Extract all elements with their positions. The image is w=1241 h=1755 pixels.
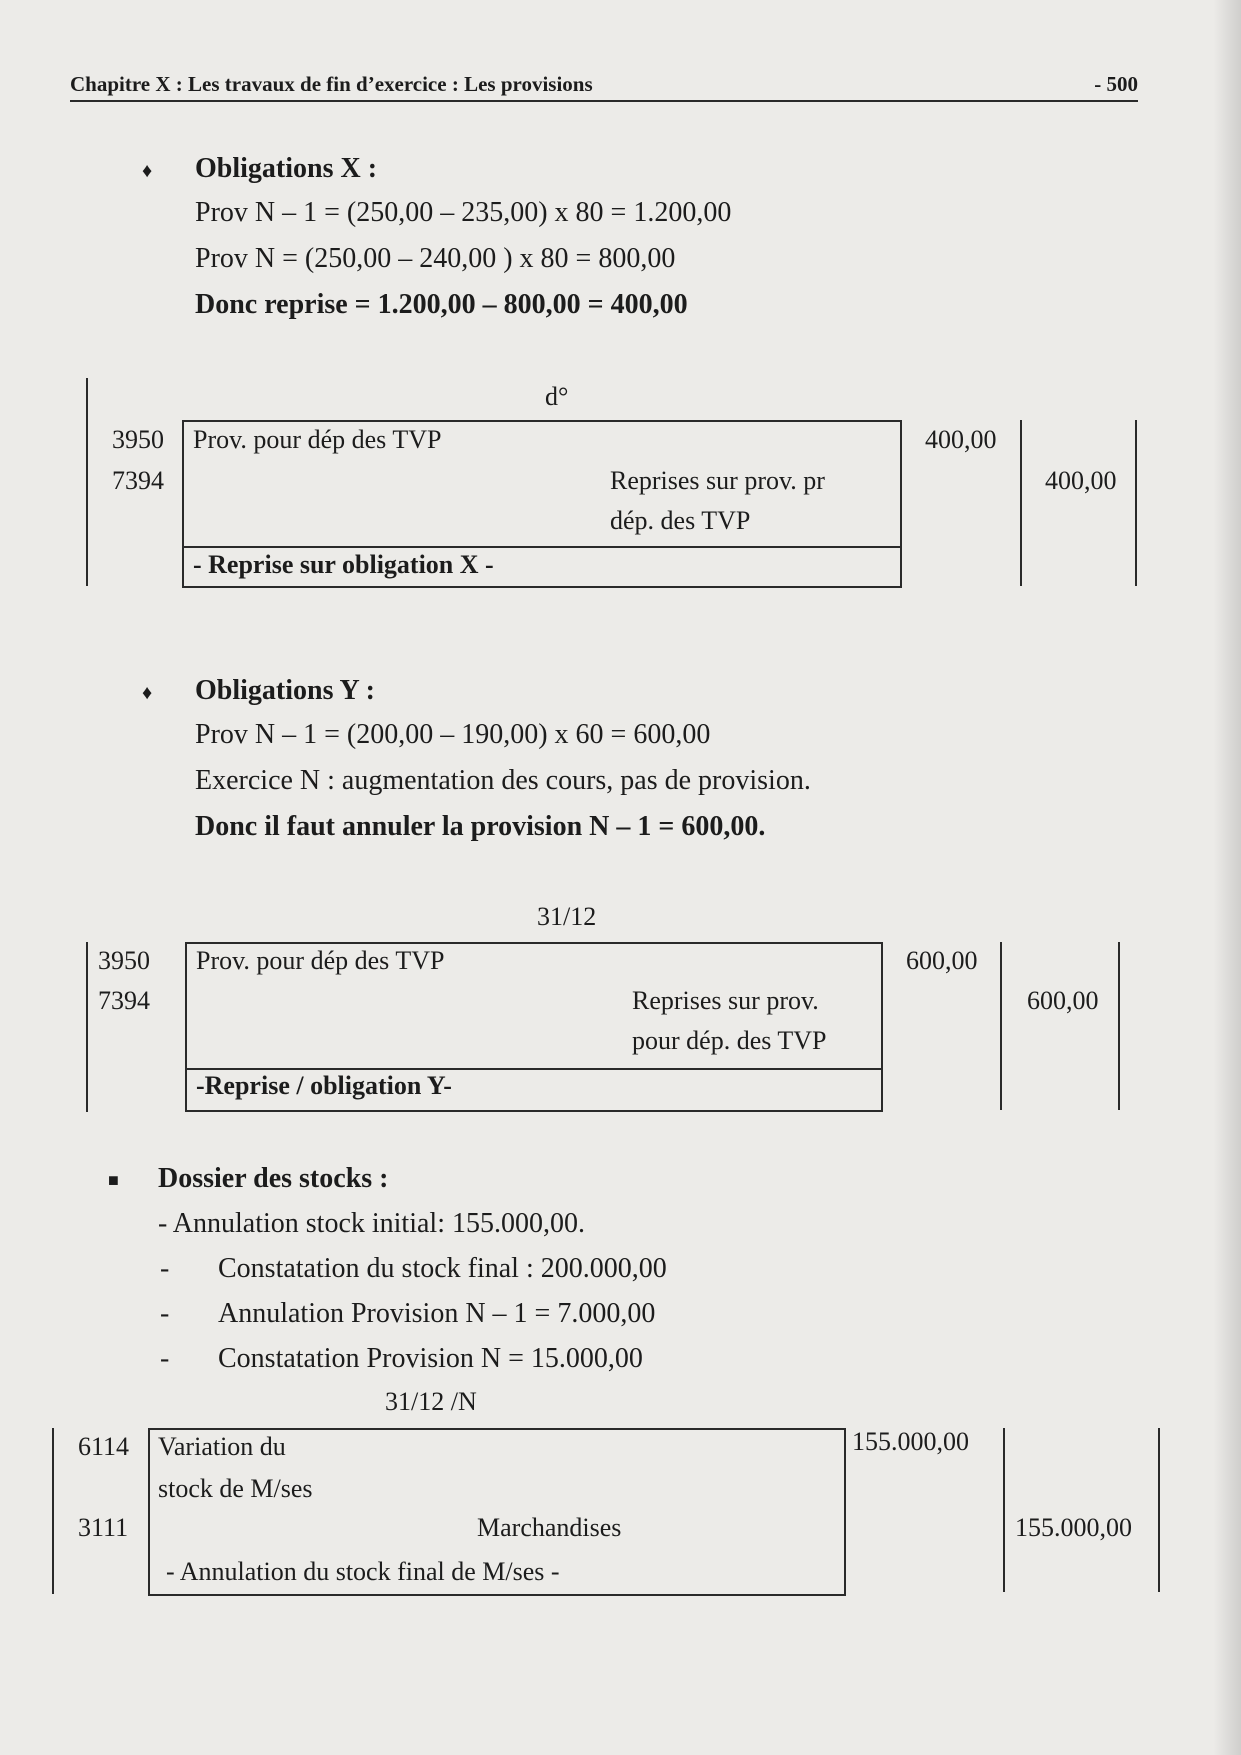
oblig-x-line1: Prov N – 1 = (250,00 – 235,00) x 80 = 1.200,00 (195, 197, 732, 228)
description-rule (182, 546, 902, 548)
amount-separator (1020, 420, 1022, 586)
oblig-x-title: Obligations X : (195, 153, 378, 184)
dash-bullet-icon: - (160, 1343, 170, 1374)
credit-label-2: pour dép. des TVP (632, 1026, 827, 1055)
debit-account: 3950 (98, 946, 150, 975)
credit-label-1: Reprises sur prov. (632, 986, 819, 1015)
amount-separator (1000, 942, 1002, 1110)
oblig-y-line2: Exercice N : augmentation des cours, pas de provision. (195, 765, 811, 796)
oblig-x-line3: Donc reprise = 1.200,00 – 800,00 = 400,00 (195, 289, 688, 320)
entry-description: - Reprise sur obligation X - (193, 550, 494, 579)
debit-account: 3950 (112, 425, 164, 454)
credit-account: 3111 (78, 1513, 129, 1542)
amount-separator (1003, 1428, 1005, 1592)
credit-amount: 155.000,00 (1015, 1513, 1132, 1542)
credit-label-1: Reprises sur prov. pr (610, 466, 825, 495)
entry-description: - Annulation du stock final de M/ses - (166, 1557, 560, 1586)
debit-label-1: Variation du (158, 1432, 286, 1461)
oblig-y-title: Obligations Y : (195, 675, 375, 706)
stocks-item-3: Annulation Provision N – 1 = 7.000,00 (218, 1298, 656, 1329)
diamond-bullet-icon: ♦ (142, 682, 153, 704)
stocks-title: Dossier des stocks : (158, 1163, 389, 1194)
page-edge-shadow (1213, 0, 1241, 1755)
entry-description: -Reprise / obligation Y- (196, 1071, 452, 1100)
entry-date: d° (545, 382, 569, 411)
credit-amount: 400,00 (1045, 466, 1117, 495)
oblig-y-line1: Prov N – 1 = (200,00 – 190,00) x 60 = 600,00 (195, 719, 711, 750)
stocks-item-4: Constatation Provision N = 15.000,00 (218, 1343, 643, 1374)
description-rule (185, 1068, 883, 1070)
debit-amount: 400,00 (925, 425, 997, 454)
stocks-item-2: Constatation du stock final : 200.000,00 (218, 1253, 667, 1284)
dash-bullet-icon: - (160, 1298, 170, 1329)
page-number: - 500 (1094, 72, 1138, 96)
square-bullet-icon: ■ (108, 1170, 119, 1190)
debit-amount: 600,00 (906, 946, 978, 975)
debit-amount: 155.000,00 (852, 1427, 969, 1456)
debit-account: 6114 (78, 1432, 130, 1461)
credit-amount: 600,00 (1027, 986, 1099, 1015)
debit-label: Prov. pour dép des TVP (193, 425, 442, 454)
margin-line (86, 942, 88, 1112)
stocks-item-1: - Annulation stock initial: 155.000,00. (158, 1208, 585, 1239)
credit-account: 7394 (98, 986, 150, 1015)
page-header (70, 70, 1138, 102)
amount-right-edge (1118, 942, 1120, 1110)
oblig-y-line3: Donc il faut annuler la provision N – 1 = 600,00. (195, 811, 766, 842)
amount-right-edge (1135, 420, 1137, 586)
chapter-title: Chapitre X : Les travaux de fin d’exercice : Les provisions (70, 72, 593, 96)
debit-label: Prov. pour dép des TVP (196, 946, 445, 975)
oblig-x-line2: Prov N = (250,00 – 240,00 ) x 80 = 800,00 (195, 243, 676, 274)
margin-line (52, 1428, 54, 1594)
credit-account: 7394 (112, 466, 164, 495)
margin-line (86, 378, 88, 586)
debit-label-2: stock de M/ses (158, 1474, 313, 1503)
dash-bullet-icon: - (160, 1253, 170, 1284)
amount-right-edge (1158, 1428, 1160, 1592)
credit-label: Marchandises (477, 1513, 622, 1542)
credit-label-2: dép. des TVP (610, 506, 751, 535)
entry-date: 31/12 /N (385, 1387, 477, 1416)
entry-date: 31/12 (537, 902, 597, 931)
diamond-bullet-icon: ♦ (142, 160, 153, 182)
